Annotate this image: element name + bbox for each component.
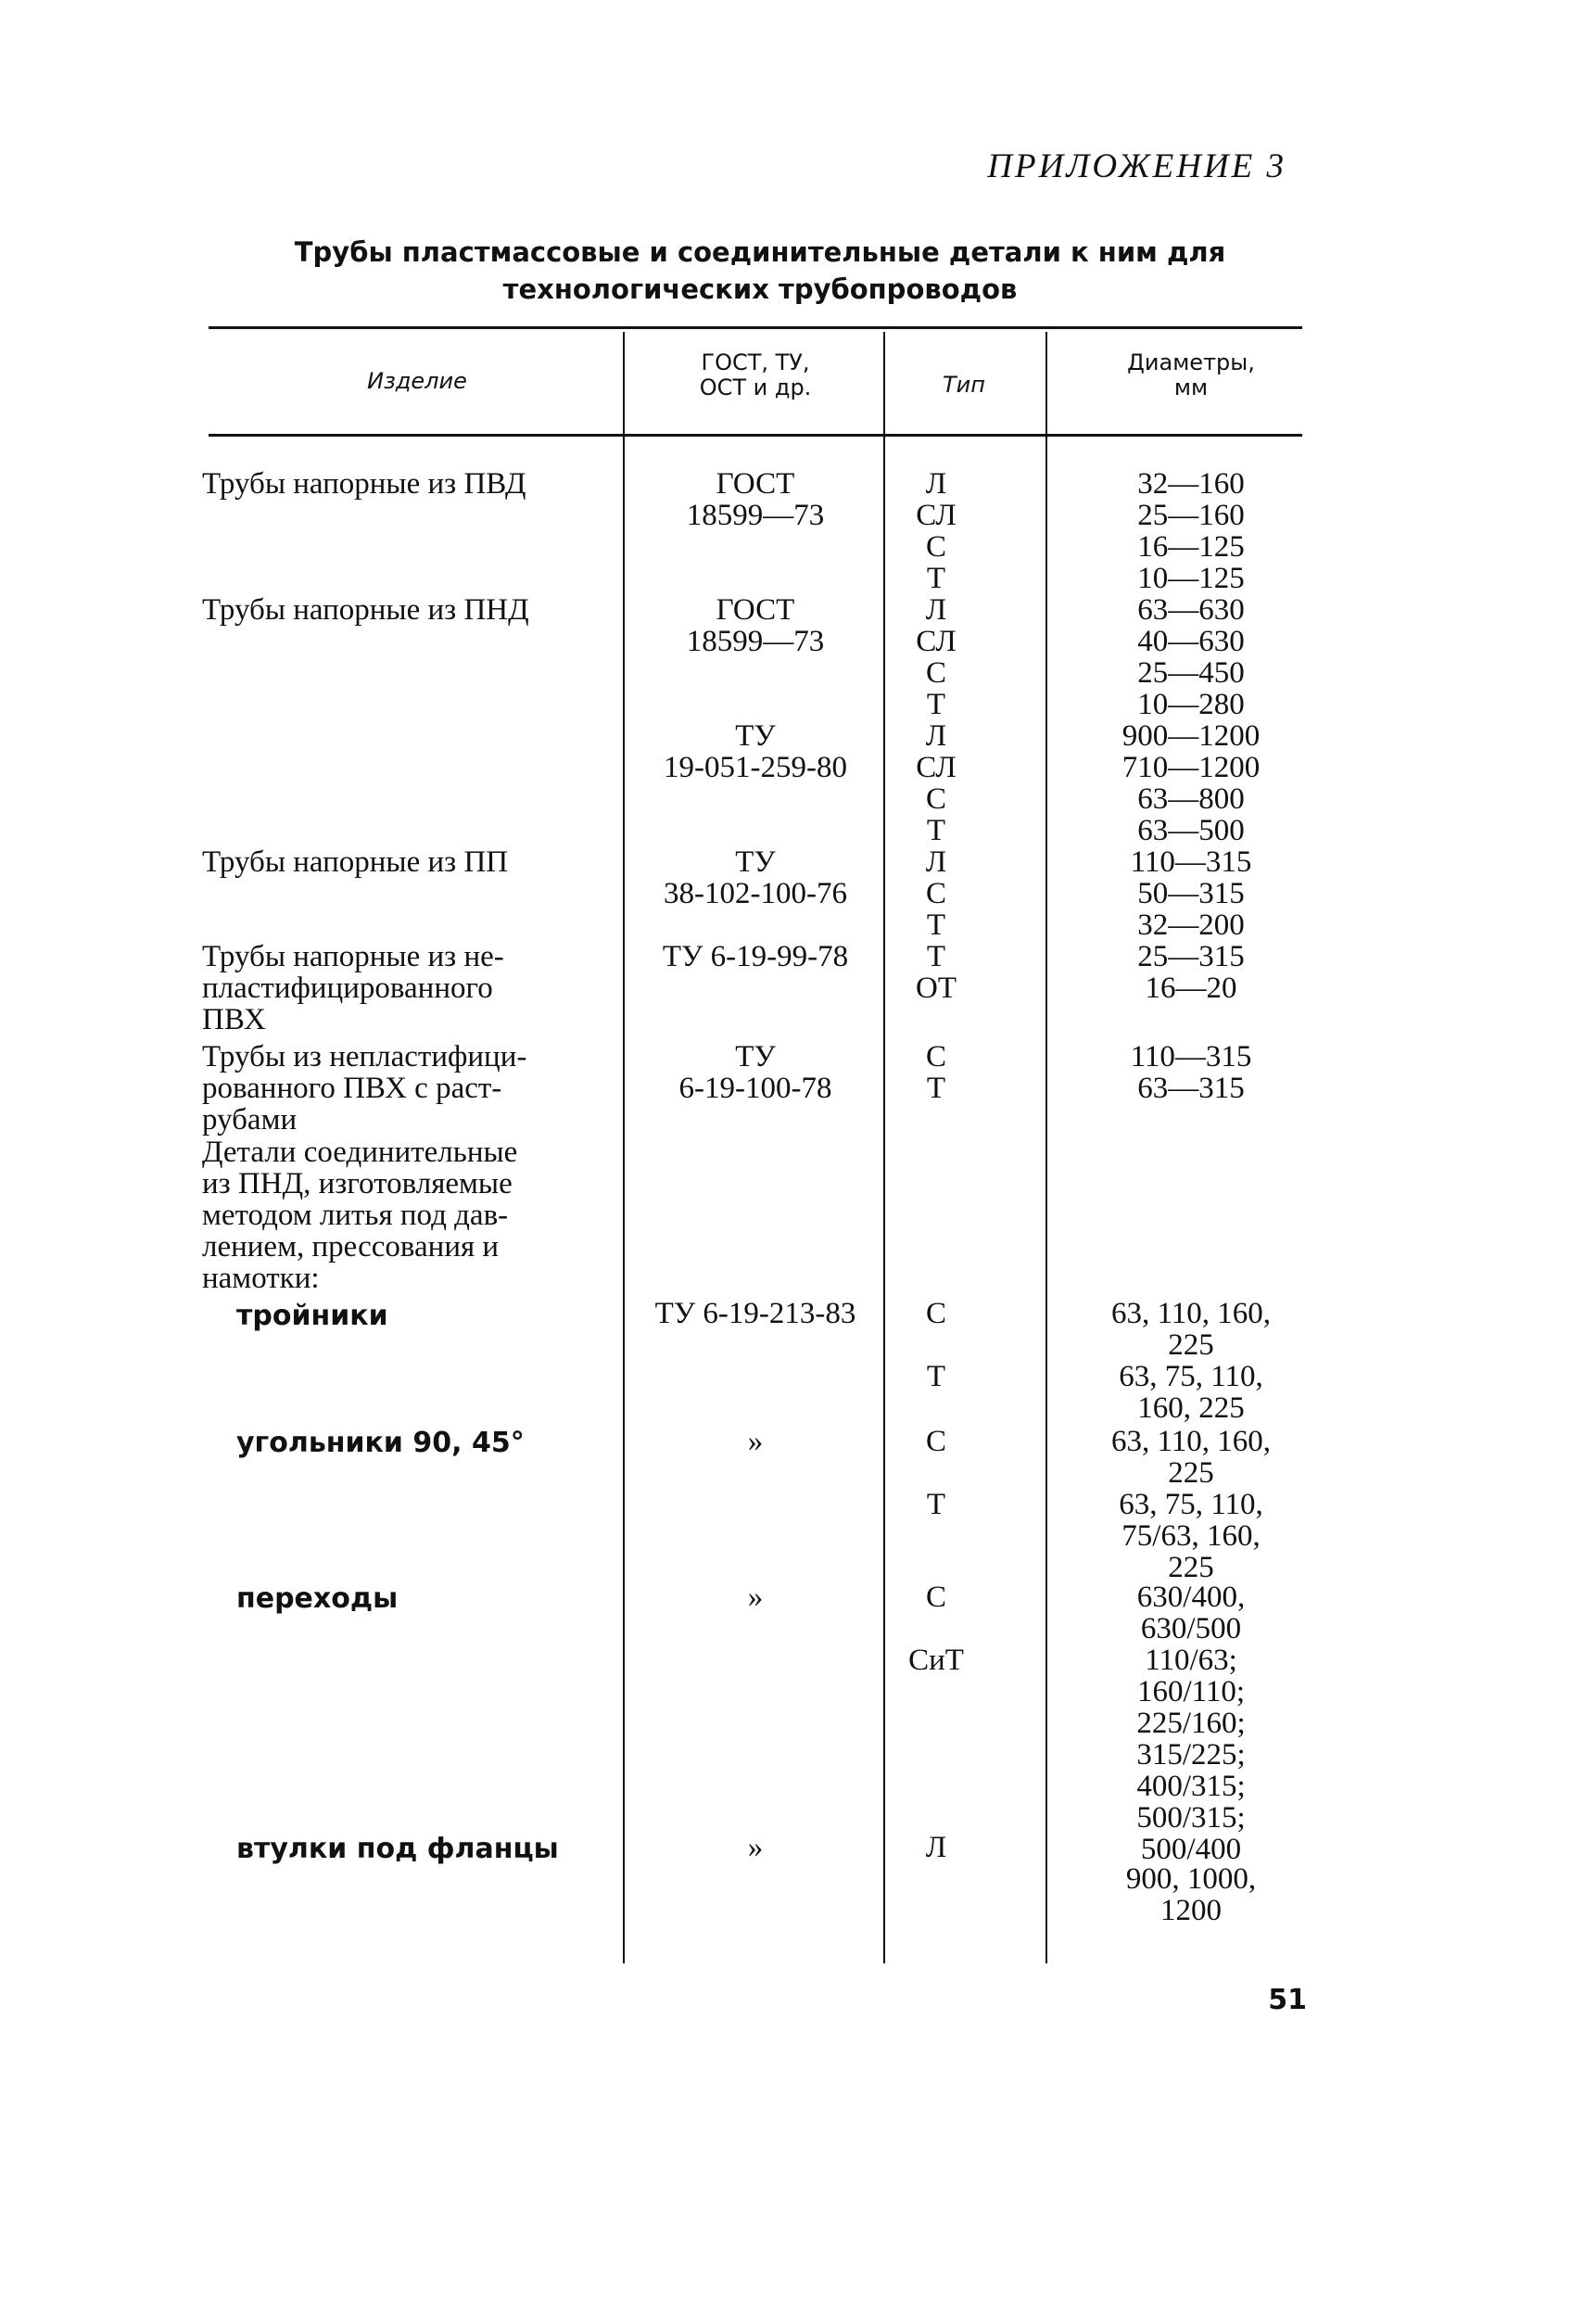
header-diameters bbox=[1066, 350, 1316, 400]
title-line-1: Трубы пластмассовые и соединительные детали к ним для bbox=[294, 236, 1226, 268]
row-tees-item: тройники bbox=[236, 1300, 388, 1332]
row-pvd-types: Л СЛ С Т bbox=[916, 467, 957, 595]
row-reducers-gost: » bbox=[747, 1581, 764, 1614]
row-reducers-item: переходы bbox=[236, 1582, 399, 1615]
row-pp-types: Л С Т bbox=[925, 845, 947, 942]
header-bottom-rule bbox=[209, 434, 1302, 437]
row-reducers-st-types: СиТ bbox=[908, 1644, 964, 1677]
row-elbows-t-diameters: 63, 75, 110, 75/63, 160, 225 bbox=[1119, 1488, 1263, 1584]
row-elbows-gost: » bbox=[747, 1425, 764, 1458]
row-reducers-diameters: 630/400, 630/500 bbox=[1136, 1581, 1246, 1645]
row-pvc-socket-types: С Т bbox=[925, 1040, 946, 1105]
row-elbows-item: угольники 90, 45° bbox=[236, 1427, 525, 1459]
title-line-2: технологических трубопроводов bbox=[502, 273, 1018, 305]
page-number: 51 bbox=[1268, 1984, 1307, 2016]
row-tees-types: С bbox=[925, 1297, 946, 1330]
row-pnd-tu-diameters: 900—1200 710—1200 63—800 63—500 bbox=[1121, 719, 1261, 847]
row-flange-bushings-item: втулки под фланцы bbox=[236, 1833, 559, 1865]
row-pnd-item: Трубы напорные из ПНД bbox=[202, 593, 529, 627]
row-pvc-gost: ТУ 6-19-99-78 bbox=[662, 940, 849, 973]
row-pvd-item: Трубы напорные из ПВД bbox=[202, 467, 526, 501]
row-reducers-types: С bbox=[925, 1581, 946, 1614]
row-pvc-item: Трубы напорные из не- пластифицированного ПВХ bbox=[202, 940, 504, 1036]
row-elbows-diameters: 63, 110, 160, 225 bbox=[1110, 1425, 1272, 1490]
header-diameters-line-1: Диаметры, bbox=[1127, 349, 1255, 375]
row-pvc-diameters: 25—315 16—20 bbox=[1137, 940, 1245, 1005]
header-type: Тип bbox=[943, 372, 985, 398]
header-gost-line-1: ГОСТ, ТУ, bbox=[701, 349, 810, 375]
appendix-label: ПРИЛОЖЕНИЕ 3 bbox=[987, 147, 1286, 185]
row-tees-t-diameters: 63, 75, 110, 160, 225 bbox=[1119, 1360, 1263, 1425]
row-pnd-tu-types: Л СЛ С Т bbox=[916, 719, 957, 847]
header-gost-line-2: ОСТ и др. bbox=[699, 375, 812, 400]
row-pnd-tu-gost: ТУ 19-051-259-80 bbox=[664, 719, 847, 784]
row-pvd-gost: ГОСТ 18599—73 bbox=[686, 467, 825, 532]
row-pvc-socket-diameters: 110—315 63—315 bbox=[1130, 1040, 1252, 1105]
header-item: Изделие bbox=[367, 368, 467, 394]
row-flange-bushings-gost: » bbox=[747, 1831, 764, 1864]
row-pvc-types: Т ОТ bbox=[916, 940, 957, 1005]
row-pnd-gost: ГОСТ 18599—73 bbox=[686, 593, 825, 658]
row-tees-t-types: Т bbox=[926, 1360, 946, 1393]
row-pvc-socket-item: Трубы из непластифици- рованного ПВХ с раст- рубами bbox=[202, 1040, 527, 1137]
row-flange-bushings-diameters: 900, 1000, 1200 bbox=[1125, 1862, 1257, 1927]
row-pvd-diameters: 32—160 25—160 16—125 10—125 bbox=[1137, 467, 1245, 595]
row-pnd-diameters: 63—630 40—630 25—450 10—280 bbox=[1137, 593, 1245, 721]
row-reducers-st-diameters: 110/63; 160/110; 225/160; 315/225; 400/315; 500/315; 500/400 bbox=[1136, 1644, 1246, 1866]
header-diameters-line-2: мм bbox=[1173, 375, 1209, 400]
row-pvc-socket-gost: ТУ 6-19-100-78 bbox=[678, 1040, 832, 1105]
row-pp-gost: ТУ 38-102-100-76 bbox=[664, 845, 847, 910]
row-fittings-item: Детали соединительные из ПНД, изготовляемые методом литья под дав- лением, прессования и намотки: bbox=[202, 1136, 518, 1295]
document-title bbox=[213, 234, 1307, 308]
row-pp-diameters: 110—315 50—315 32—200 bbox=[1130, 845, 1252, 942]
row-tees-gost: ТУ 6-19-213-83 bbox=[654, 1297, 856, 1330]
column-divider-1 bbox=[623, 332, 625, 1963]
header-gost bbox=[630, 350, 881, 400]
row-pp-item: Трубы напорные из ПП bbox=[202, 845, 509, 879]
table-top-rule bbox=[209, 326, 1302, 329]
row-tees-diameters: 63, 110, 160, 225 bbox=[1110, 1297, 1272, 1362]
column-divider-3 bbox=[1045, 332, 1047, 1963]
row-elbows-types: С bbox=[925, 1425, 946, 1458]
row-elbows-t-types: Т bbox=[926, 1488, 946, 1521]
row-flange-bushings-types: Л bbox=[925, 1831, 947, 1864]
row-pnd-types: Л СЛ С Т bbox=[916, 593, 957, 721]
